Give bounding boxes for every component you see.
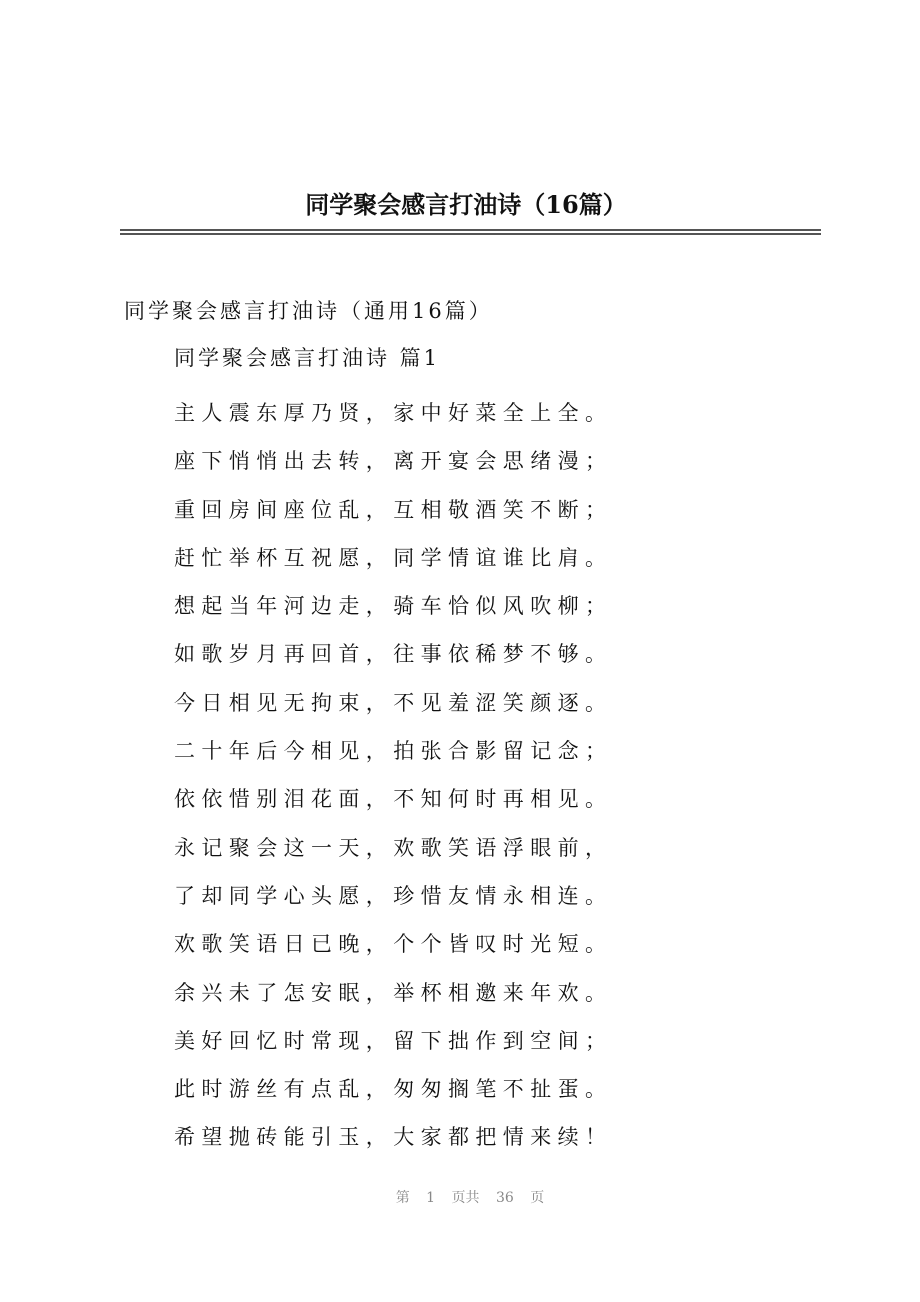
poem-line: 美好回忆时常现，留下拙作到空间； bbox=[174, 1028, 613, 1053]
poem-line: 重回房间座位乱，互相敬酒笑不断； bbox=[174, 497, 613, 522]
poem-line: 永记聚会这一天，欢歌笑语浮眼前， bbox=[174, 835, 613, 860]
document-subtitle: 同学聚会感言打油诗（通用16篇） bbox=[124, 299, 493, 323]
poem-line: 二十年后今相见，拍张合影留记念； bbox=[174, 739, 613, 764]
poem-line: 了却同学心头愿，珍惜友情永相连。 bbox=[174, 883, 613, 908]
poem-line: 余兴未了怎安眠，举杯相邀来年欢。 bbox=[174, 980, 613, 1005]
page-footer: 第 1 页共 36 页 bbox=[395, 1190, 545, 1206]
poem-line: 今日相见无拘束，不见羞涩笑颜逐。 bbox=[174, 690, 613, 715]
poem bbox=[174, 389, 612, 1162]
document-title: 同学聚会感言打油诗（16篇） bbox=[305, 190, 627, 219]
poem-line: 想起当年河边走，骑车恰似风吹柳； bbox=[174, 594, 613, 619]
poem-line: 主人震东厚乃贤，家中好菜全上全。 bbox=[174, 401, 613, 425]
poem-line: 希望抛砖能引玉，大家都把情来续！ bbox=[174, 1125, 613, 1150]
poem-line: 座下悄悄出去转，离开宴会思绪漫； bbox=[174, 449, 613, 474]
title-double-rule bbox=[120, 229, 821, 235]
poem-line: 欢歌笑语日已晚，个个皆叹时光短。 bbox=[174, 932, 613, 957]
section-heading: 同学聚会感言打油诗 篇1 bbox=[174, 346, 441, 370]
poem-line: 如歌岁月再回首，往事依稀梦不够。 bbox=[174, 642, 613, 667]
poem-line: 此时游丝有点乱，匆匆搁笔不扯蛋。 bbox=[174, 1077, 613, 1102]
poem-line: 赶忙举杯互祝愿，同学情谊谁比肩。 bbox=[174, 545, 613, 570]
poem-line: 依依惜别泪花面，不知何时再相见。 bbox=[174, 787, 613, 812]
